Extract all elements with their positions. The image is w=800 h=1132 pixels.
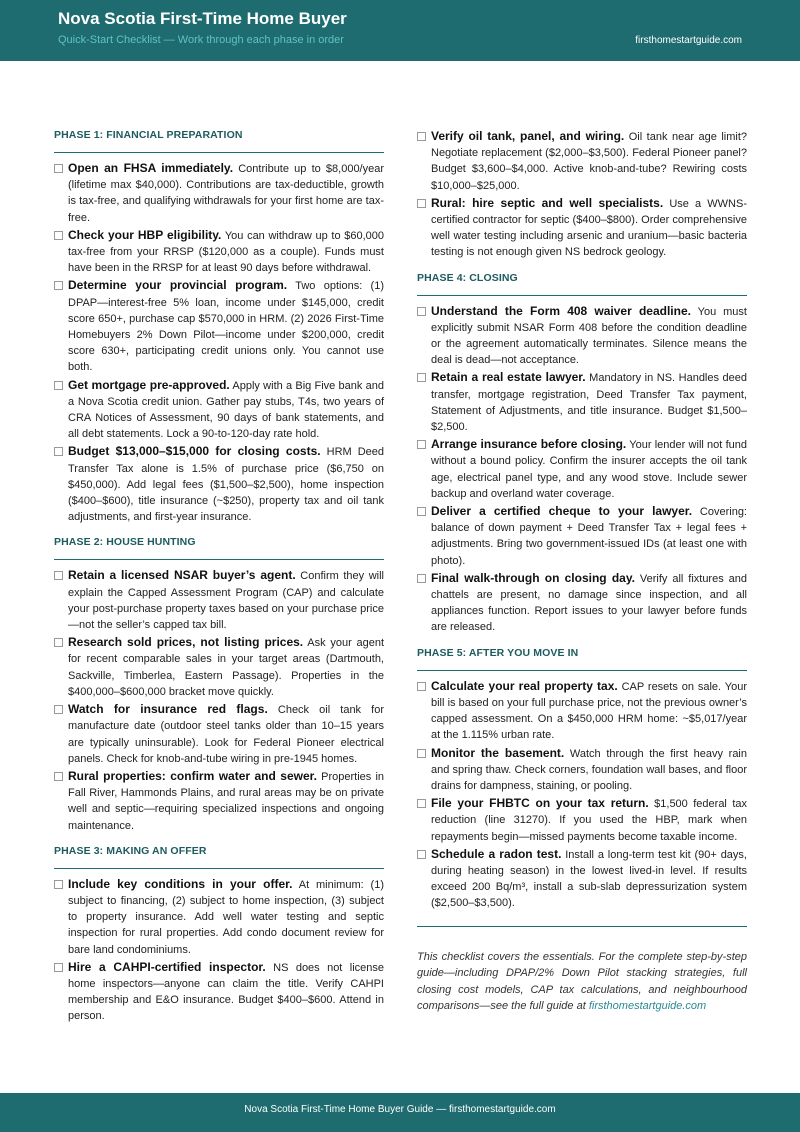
checkbox-icon[interactable] [54,638,63,647]
item-text: NS does not license home inspectors—anyone can claim the title. Verify CAHPI membership and E&O insurance. Budget $400–$600. Attend in person. [68,961,385,1023]
checklist-item [417,436,747,502]
page-footer [0,1093,800,1132]
phase-divider [417,295,747,296]
checklist-item [54,959,384,1025]
page-header [0,0,800,61]
checklist-item [54,377,384,443]
right-phases [417,271,747,912]
item-text: Use a WWNS-certified contractor for septic ($400–$800). Order comprehensive well water testing including arsenic and uranium—basic bacteria testing is not enough given NS bedrock geology. [431,197,748,259]
checklist-item [54,634,384,700]
checkbox-icon[interactable] [417,307,426,316]
left-column [54,128,384,1035]
item-text: CAP resets on sale. Your bill is based on your full purchase price, not the previous owner’s capped assessment. On a $450,000 HRM home: ~$5,017/year at the 1.115% urban rate. [431,680,748,742]
checkbox-icon[interactable] [417,749,426,758]
checkbox-icon[interactable] [417,507,426,516]
closing-divider [417,926,747,927]
checkbox-icon[interactable] [54,571,63,580]
page-subtitle: Quick-Start Checklist — Work through each phase in order [58,34,344,46]
item-text: You must explicitly submit NSAR Form 408 before the condition deadline or the agreement automatically terminates. Silence means the deal is dead—not acceptance. [431,305,747,367]
item-lead: Rural: hire septic and well specialists. [431,195,664,210]
checkbox-icon[interactable] [417,440,426,449]
right-column [417,128,747,1015]
item-text: Check oil tank for manufacture date (outdoor steel tanks older than 10–15 years are typically uninsurable). Look for Federal Pioneer electrical panels. Check for knob-and-tube wiring in pre-1945 homes. [68,704,384,765]
checklist-item [54,768,384,834]
item-lead: Check your HBP eligibility. [68,227,222,242]
phase-title: PHASE 1: FINANCIAL PREPARATION [54,129,243,141]
checklist-item [54,277,384,375]
item-lead: Rural properties: confirm water and sewer. [68,768,317,783]
item-text: Oil tank near age limit? Negotiate replacement ($2,000–$3,500). Federal Pioneer panel? Budget $3,600–$4,000. Active knob-and-tube? Rewiring costs $10,000–$25,000. [431,131,747,192]
item-lead: Budget $13,000–$15,000 for closing costs. [68,444,321,459]
item-text: Ask your agent for recent comparable sales in your target areas (Dartmouth, Sackville, Timberlea, Eastern Passage). Properties in the $400,000–$600,000 bracket move quickly. [68,637,384,698]
item-text: Properties in Fall River, Hammonds Plains, and rural areas may be on private well and septic—requiring specialized inspections and ongoing maintenance. [68,770,384,832]
checkbox-icon[interactable] [417,373,426,382]
checklist-item [417,128,747,194]
phase-title: PHASE 2: HOUSE HUNTING [54,536,196,549]
phase-section [417,646,747,912]
phase-section [54,128,384,525]
checklist-item [417,745,747,795]
checklist-item [417,795,747,845]
item-lead: Open an FHSA immediately. [68,161,234,175]
checkbox-icon[interactable] [54,772,63,781]
item-lead: Calculate your real property tax. [431,678,618,693]
checklist-item [417,303,747,369]
item-lead: Arrange insurance before closing. [431,437,627,452]
item-text: Watch through the first heavy rain and spring thaw. Check corners, foundation wall bases, and floor drains for dampness, staining, or pooling. [431,747,747,792]
item-lead: File your FHBTC on your tax return. [431,796,649,811]
item-text: HRM Deed Transfer Tax alone is 1.5% of purchase price ($6,750 on $450,000). Add legal fees ($1,500–$2,500), home inspection ($400–$600), title insurance (~$250), property tax and oil tank adjustments, and first-year insurance. [68,446,384,524]
guide-link[interactable]: firsthomestartguide.com [588,1000,707,1013]
item-lead: Retain a real estate lawyer. [431,370,586,385]
phase-divider [417,670,747,671]
checkbox-icon[interactable] [54,164,63,173]
checklist-item [417,195,747,261]
phase-3-continued [417,128,747,261]
item-text: At minimum: (1) subject to financing, (2) subject to home inspection, (3) subject to property insurance. Add well water testing and septic inspection for rural properties. Add condo document review for bare land condominiums. [68,878,384,956]
item-lead: Understand the Form 408 waiver deadline. [431,303,691,318]
item-lead: Research sold prices, not listing prices. [68,635,304,650]
header-site-url: firsthomestartguide.com [635,35,742,46]
phase-title: PHASE 4: CLOSING [417,271,518,284]
item-lead: Final walk-through on closing day. [431,570,635,585]
item-text: Your lender will not fund without a bound policy. Confirm the insurer accepts the oil tank age, electrical panel type, and any wood stove. Include sewer backup and overland water coverage. [431,439,747,500]
checklist-item [54,160,384,226]
phase-divider [54,868,384,869]
checkbox-icon[interactable] [54,381,63,390]
checklist-item [54,443,384,525]
checklist-item [54,876,384,958]
checklist-item [54,701,384,767]
checklist-item [417,678,747,744]
item-lead: Verify oil tank, panel, and wiring. [431,129,625,143]
item-lead: Watch for insurance red flags. [68,702,268,717]
closing-note [417,949,747,1015]
checklist-item [54,227,384,277]
checklist-item [417,369,747,435]
phase-section [417,271,747,636]
item-text: Confirm they will explain the Capped Assessment Program (CAP) and calculate your post-purchase property taxes based on your purchase price—not the seller’s capped tax bill. [68,570,384,632]
item-lead: Deliver a certified cheque to your lawyer. [431,504,693,519]
phase-divider [54,152,384,153]
checkbox-icon[interactable] [417,799,426,808]
item-lead: Schedule a radon test. [431,846,562,861]
checkbox-icon[interactable] [54,963,63,972]
item-text: Covering: balance of down payment + Deed Transfer Tax + legal fees + adjustments. Bring two government-issued IDs (at least one with photo). [431,506,747,567]
item-text: Verify all fixtures and chattels are present, no damage since inspection, and all appliances function. Report issues to your lawyer before funds are released. [431,572,747,634]
item-text: $1,500 federal tax reduction (line 31270). If you used the HBP, mark when repayments begin—missed payments become taxable income. [431,798,747,843]
checkbox-icon[interactable] [54,231,63,240]
phase-divider [54,559,384,560]
item-text: Mandatory in NS. Handles deed transfer, mortgage registration, Deed Transfer Tax payment, Statement of Adjustments, and title insurance. Budget $1,500–$2,500. [431,372,747,434]
item-text: Apply with a Big Five bank and a Nova Scotia credit union. Gather pay stubs, T4s, two years of CRA Notices of Assessment, 90 days of bank statements, and all debt statements. Lock a 90-to-120-day rate hold. [68,379,384,441]
checklist-item [417,846,747,912]
checklist-item [417,503,747,569]
checklist-item [54,567,384,633]
page-title: Nova Scotia First-Time Home Buyer [58,9,347,28]
item-text: Two options: (1) DPAP—interest-free 5% loan, income under $145,000, credit score 650+, purchase cap $570,000 in HRM. (2) 2026 First-Time Homebuyers 2% Down Pilot—income under $200,000, credit score 630+, participating credit unions only. You cannot use both. [68,280,384,374]
item-lead: Get mortgage pre-approved. [68,377,230,392]
checklist-item [417,570,747,636]
phase-section [54,535,384,833]
checkbox-icon[interactable] [417,850,426,859]
item-lead: Retain a licensed NSAR buyer’s agent. [68,568,296,583]
checkbox-icon[interactable] [54,281,63,290]
phase-title: PHASE 5: AFTER YOU MOVE IN [417,646,579,659]
checkbox-icon[interactable] [417,682,426,691]
checkbox-icon[interactable] [54,705,63,714]
footer-text: Nova Scotia First-Time Home Buyer Guide — firsthomestartguide.com [244,1104,556,1115]
phase-section [54,844,384,1025]
checkbox-icon[interactable] [417,132,426,141]
checkbox-icon[interactable] [54,447,63,456]
item-text: You can withdraw up to $60,000 tax-free from your RRSP ($120,000 as a couple). Funds must have been in the RRSP for at least 90 days before withdrawal. [68,229,384,275]
checkbox-icon[interactable] [417,199,426,208]
item-text: Contribute up to $8,000/year (lifetime max $40,000). Contributions are tax-deductible, growth is tax-free, and qualifying withdrawals for your first home are tax-free. [68,163,385,224]
item-lead: Monitor the basement. [431,745,565,760]
phase-title: PHASE 3: MAKING AN OFFER [54,844,207,857]
item-lead: Hire a CAHPI-certified inspector. [68,959,266,974]
checkbox-icon[interactable] [417,574,426,583]
checkbox-icon[interactable] [54,880,63,889]
item-lead: Determine your provincial program. [68,278,288,293]
item-text: Install a long-term test kit (90+ days, during heating season) in the lowest lived-in level. If results exceed 200 Bq/m³, install a sub-slab depressurization system ($2,500–$3,500). [431,848,747,910]
closing-note-text: This checklist covers the essentials. For the complete step-by-step guide—including DPAP/2% Down Pilot stacking strategies, full closing cost models, CAP tax calculations, and neighbourhood comparisons—see the full guide at [417,950,747,1013]
item-lead: Include key conditions in your offer. [68,876,293,891]
